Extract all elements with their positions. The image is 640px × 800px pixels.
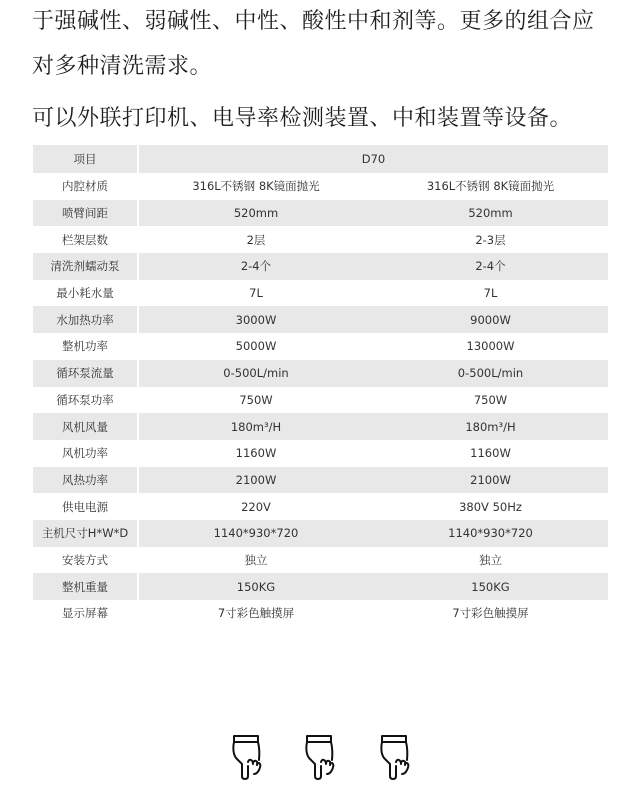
row-value-2: 13000W [466,339,515,354]
row-value-2: 2-3层 [475,232,506,247]
table-row [33,306,608,333]
row-value-1: 220V [241,499,271,514]
table-row [33,493,608,520]
pointing-down-hand-icon [301,732,337,780]
row-value-1: 0-500L/min [138,360,373,387]
table-row [33,360,608,387]
row-value-1: 7L [249,286,263,301]
row-value-1: 2-4个 [138,253,373,280]
table-row [33,547,608,574]
row-value-2: 180m³/H [373,413,608,440]
row-label: 清洗剂蠕动泵 [33,253,138,280]
row-label: 整机重量 [33,573,138,600]
row-label: 安装方式 [33,547,138,574]
row-value-1: 2层 [246,232,266,247]
row-value-2: 150KG [373,573,608,600]
row-label: 风机风量 [33,413,138,440]
row-label: 最小耗水量 [33,280,138,307]
row-value-2: 2100W [373,467,608,494]
row-value-2: 独立 [479,552,502,567]
row-value-1: 750W [239,392,273,407]
row-value-2: 380V 50Hz [459,499,522,514]
row-value-2: 520mm [373,200,608,227]
table-row [33,200,608,227]
row-label: 循环泵流量 [33,360,138,387]
table-row [33,173,608,200]
row-label: 内腔材质 [33,173,138,200]
row-value-2: 7L [483,286,498,301]
pointing-down-hand-icon [376,732,412,780]
row-value-2: 7寸彩色触摸屏 [452,606,529,621]
table-row [33,253,608,280]
table-row [33,280,608,307]
row-value-2: 2-4个 [373,253,608,280]
row-value-1: 316L不锈钢 8K镜面抛光 [192,179,320,194]
row-value-2: 750W [473,392,508,407]
row-label: 栏架层数 [33,226,138,253]
row-value-1: 1160W [235,446,277,461]
table-header-row [33,145,608,173]
intro-line-1: 于强碱性、弱碱性、中性、酸性中和剂等。更多的组合应 [32,9,595,34]
row-label: 循环泵功率 [33,387,138,414]
row-value-1: 5000W [235,339,277,354]
row-label: 喷臂间距 [33,200,138,227]
intro-line-2: 对多种清洗需求。 [32,54,213,79]
table-row [33,600,608,627]
row-value-1: 180m³/H [138,413,373,440]
row-label: 整机功率 [33,333,138,360]
spec-table [33,145,608,627]
row-value-2: 1160W [470,446,511,461]
row-value-2: 1140*930*720 [373,520,608,547]
table-row [33,467,608,494]
row-value-1: 2100W [138,467,373,494]
row-label: 风热功率 [33,467,138,494]
row-value-2: 316L不锈钢 8K镜面抛光 [426,179,555,194]
pointing-down-hand-icon [228,732,264,780]
row-value-1: 150KG [138,573,373,600]
table-row [33,520,608,547]
row-label: 显示屏幕 [33,600,138,627]
pointing-hands [0,732,640,782]
row-value-1: 1140*930*720 [138,520,373,547]
row-label: 供电电源 [33,493,138,520]
table-row [33,333,608,360]
table-row [33,413,608,440]
header-item-label: 项目 [33,145,138,173]
header-model: D70 [138,145,608,173]
row-value-2: 0-500L/min [373,360,608,387]
row-value-1: 3000W [138,306,373,333]
table-row [33,440,608,467]
row-value-1: 520mm [138,200,373,227]
row-label: 风机功率 [33,440,138,467]
table-row [33,226,608,253]
table-row [33,573,608,600]
row-label: 水加热功率 [33,306,138,333]
intro-text [32,0,616,142]
row-value-1: 7寸彩色触摸屏 [217,606,295,621]
row-label: 主机尺寸H*W*D [33,520,138,547]
table-row [33,387,608,414]
row-value-1: 独立 [244,552,268,567]
row-value-2: 9000W [373,306,608,333]
intro-line-3: 可以外联打印机、电导率检测装置、中和装置等设备。 [32,106,573,131]
